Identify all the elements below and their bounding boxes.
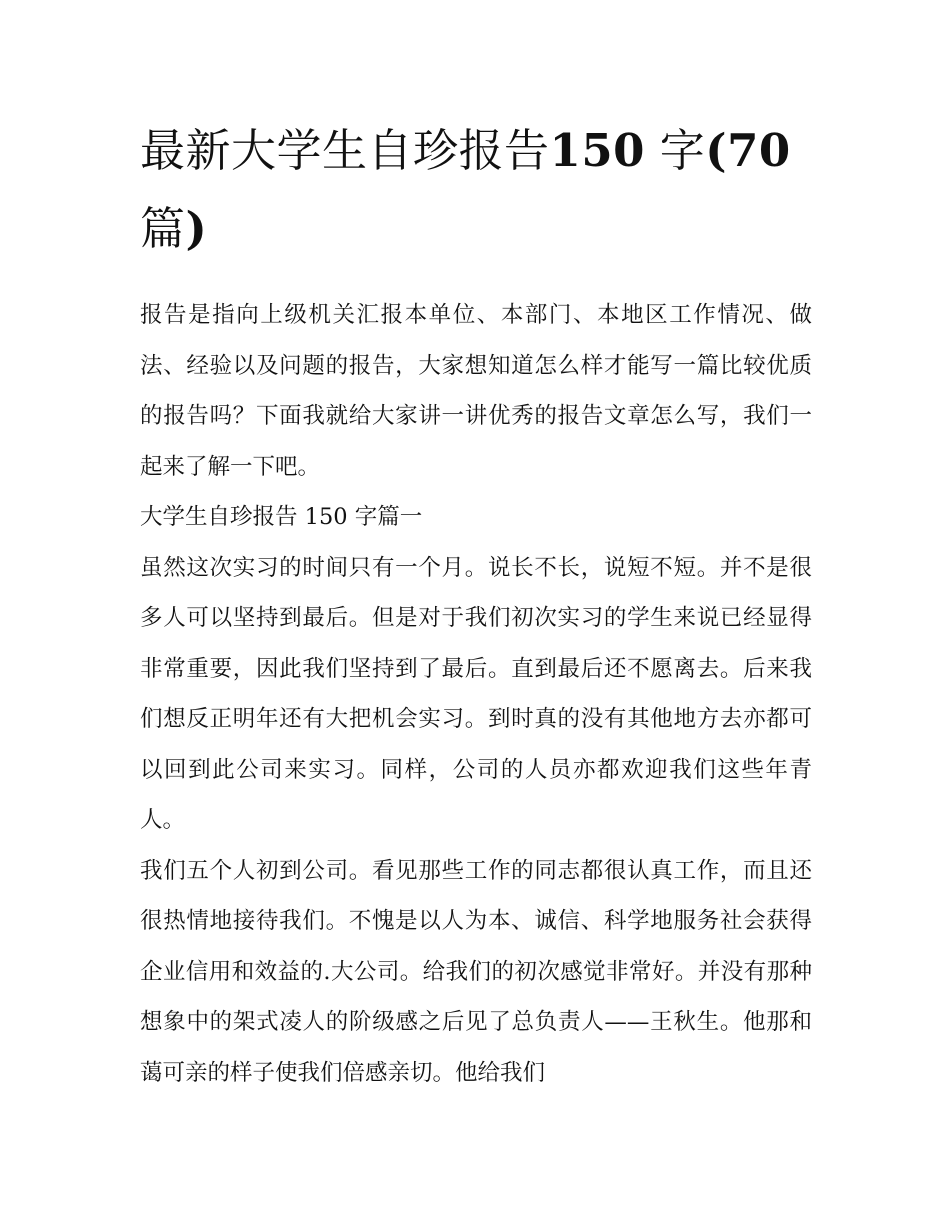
title-number-1: 150 <box>549 124 645 177</box>
document-title <box>140 112 812 268</box>
intro-paragraph: 报告是指向上级机关汇报本单位、本部门、本地区工作情况、做法、经验以及问题的报告，大家想知道怎么样才能写一篇比较优质的报告吗？下面我就给大家讲一讲优秀的报告文章怎么写，我们一起来了解一下吧。 <box>140 302 812 480</box>
title-number-2: (70 <box>705 124 791 177</box>
body-paragraph: 我们五个人初到公司。看见那些工作的同志都很认真工作，而且还很热情地接待我们。不愧是以人为本、诚信、科学地服务社会获得企业信用和效益的.大公司。给我们的初次感觉非常好。并没有那种想象中的架式凌人的阶级感之后见了总负责人——王秋生。他那和蔼可亲的样子使我们倍感亲切。他给我们 <box>140 857 812 1086</box>
title-text-2: 字 <box>659 124 706 177</box>
title-text-1: 最新大学生自珍报告 <box>140 124 550 177</box>
title-text-3: 篇 <box>140 202 186 255</box>
title-number-3: ) <box>185 202 208 255</box>
document-page <box>140 112 812 1098</box>
section-heading: 大学生自珍报告 150 字篇一 <box>140 504 423 530</box>
body-paragraph: 虽然这次实习的时间只有一个月。说长不长，说短不短。并不是很多人可以坚持到最后。但是对于我们初次实习的学生来说已经显得非常重要，因此我们坚持到了最后。直到最后还不愿离去。后来我们想反正明年还有大把机会实习。到时真的没有其他地方去亦都可以回到此公司来实习。同样，公司的人员亦都欢迎我们这些年青人。 <box>140 554 812 833</box>
